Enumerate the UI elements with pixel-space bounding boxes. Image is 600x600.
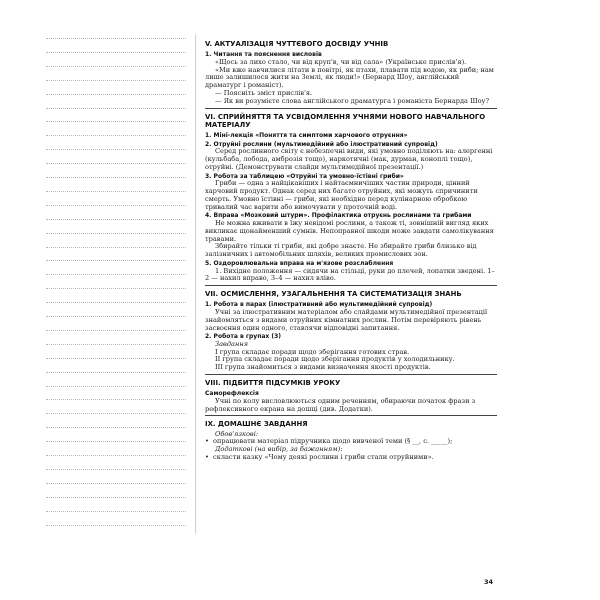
note-line bbox=[46, 525, 186, 526]
subheading: 1. Міні-лекція «Поняття та симптоми харчового отруєння» bbox=[205, 131, 408, 139]
note-line bbox=[46, 121, 186, 122]
note-line bbox=[46, 511, 186, 512]
group-task: II група складає поради щодо зберігання продуктів у холодильнику. bbox=[215, 355, 455, 364]
note-line bbox=[46, 441, 186, 442]
note-line bbox=[46, 191, 186, 192]
mandatory-label: Обов'язкові: bbox=[215, 429, 259, 438]
paragraph: Серед рослинного світу є небезпечні види, які умовно поділяють на: алергенні (кульбаба, лобода, амброзія тощо), наркотичні (мак, дурман, коноплі тощо), отруйні. (Демонструвати слайди мультимедійної презентації.) bbox=[205, 147, 493, 171]
note-line bbox=[46, 413, 186, 414]
paragraph: Учні за ілюстративним матеріалом або слайдами мультимедійної презентації знайомляться з видами отруйних кімнатних рослин. Потім перевіряють рівень засвоєння один одного, ставлячи відповідні запитання. bbox=[205, 307, 488, 332]
subheading: 5. Оздоровлювальна вправа на м'язове розслаблення bbox=[205, 259, 394, 267]
column-divider bbox=[195, 34, 196, 534]
subheading: Саморефлексія bbox=[205, 390, 259, 398]
note-line bbox=[46, 149, 186, 150]
section-heading: V. АКТУАЛІЗАЦІЯ ЧУТТЄВОГО ДОСВІДУ УЧНІВ bbox=[205, 40, 389, 48]
divider bbox=[205, 285, 497, 286]
note-line bbox=[46, 135, 186, 136]
note-line bbox=[46, 274, 186, 275]
note-line bbox=[46, 205, 186, 206]
page-number: 34 bbox=[484, 578, 494, 586]
note-line bbox=[46, 247, 186, 248]
note-line bbox=[46, 163, 186, 164]
paragraph: Не можна вживати в їжу невідомі рослини, а також ті, зовнішній вигляд яких викликає щонайменший сумнів. Непоправної шкоди може завдати самолікування травами. bbox=[205, 218, 494, 243]
note-line bbox=[46, 38, 186, 39]
note-line bbox=[46, 108, 186, 109]
subheading: 2. Робота в групах (3) bbox=[205, 333, 282, 341]
note-line bbox=[46, 66, 186, 67]
subheading: 3. Робота за таблицею «Отруйні та умовно-їстівні гриби» bbox=[205, 172, 404, 180]
note-line bbox=[46, 288, 186, 289]
note-line bbox=[46, 219, 186, 220]
group-task: I група складає поради щодо зберігання готових страв. bbox=[215, 347, 410, 356]
divider bbox=[205, 374, 497, 375]
tasks-label: Завдання bbox=[215, 339, 249, 348]
note-line bbox=[46, 302, 186, 303]
homework-item: • скласти казку «Чому деякі рослини і гриби стали отруйними». bbox=[205, 454, 497, 462]
subheading: 4. Вправа «Мозковий штурм». Профілактика отруєнь рослинами та грибами bbox=[205, 212, 472, 220]
question: — Як ви розумієте слова англійського драматурга і романіста Бернарда Шоу? bbox=[215, 96, 489, 105]
note-line bbox=[46, 372, 186, 373]
note-line bbox=[46, 497, 186, 498]
note-line bbox=[46, 344, 186, 345]
optional-label: Додаткові (на вибір, за бажанням): bbox=[215, 445, 343, 454]
notes-column bbox=[46, 38, 186, 533]
note-line bbox=[46, 455, 186, 456]
section-heading: IX. ДОМАШНЄ ЗАВДАННЯ bbox=[205, 420, 308, 429]
homework-item: • опрацювати матеріал підручника щодо вивченої теми (§ __, с. _____); bbox=[205, 438, 497, 446]
paragraph: 1. Вихідне положення — сидячи на стільці, руки до плечей, лопатки зведені. 1–2 — нахил вправо, 3–4 — нахил вліво. bbox=[205, 266, 495, 283]
lesson-content bbox=[205, 38, 497, 462]
note-line bbox=[46, 427, 186, 428]
note-line bbox=[46, 386, 186, 387]
note-line bbox=[46, 80, 186, 81]
question: — Поясніть зміст прислів'я. bbox=[215, 88, 313, 97]
divider bbox=[205, 415, 497, 416]
note-line bbox=[46, 330, 186, 331]
note-line bbox=[46, 177, 186, 178]
subheading: 1. Читання та пояснення висловів bbox=[205, 51, 322, 59]
note-line bbox=[46, 469, 186, 470]
section-heading: VI. СПРИЙНЯТТЯ ТА УСВІДОМЛЕННЯ УЧНЯМИ НОВОГО НАВЧАЛЬНОГО МАТЕРІАЛУ bbox=[205, 112, 486, 129]
note-line bbox=[46, 358, 186, 359]
note-line bbox=[46, 94, 186, 95]
section-heading: VII. ОСМИСЛЕННЯ, УЗАГАЛЬНЕННЯ ТА СИСТЕМАТИЗАЦІЯ ЗНАНЬ bbox=[205, 290, 462, 299]
divider bbox=[205, 108, 497, 109]
note-line bbox=[46, 316, 186, 317]
subheading: 1. Робота в парах (ілюстративний або мультимедійний супровід) bbox=[205, 301, 433, 309]
section-heading: VIII. ПІДБИТТЯ ПІДСУМКІВ УРОКУ bbox=[205, 379, 341, 388]
note-line bbox=[46, 483, 186, 484]
note-line bbox=[46, 233, 186, 234]
quote: «Ми вже навчилися літати в повітрі, як птахи, плавати під водою, як риби; нам лише залишилося жити на Землі, як люди!» (Бернард Шоу, англійський драматург і романіст). bbox=[205, 65, 494, 90]
paragraph: Учні по колу висловлюються одним реченням, обираючи початок фрази з рефлексивного екрана на дошці (див. Додатки). bbox=[205, 396, 476, 413]
quote: «Щось за лихо стало, чи від круп'в, чи від сала» (Українське прислів'я). bbox=[215, 57, 467, 66]
note-line bbox=[46, 52, 186, 53]
group-task: III група знайомиться з видами визначення якості продуктів. bbox=[215, 363, 431, 372]
subheading: 2. Отруйні рослини (мультимедійний або ілюстративний супровід) bbox=[205, 140, 438, 148]
note-line bbox=[46, 399, 186, 400]
note-line bbox=[46, 260, 186, 261]
paragraph: Збирайте тільки ті гриби, які добре знаєте. Не збирайте гриби близько від залізничних і автомобільних шляхів, великих промислових зон. bbox=[205, 242, 477, 259]
paragraph: Гриби — одна з найцікавіших і найтаємничіших частин природи, цінний харчовий продукт. Однак серед них багато отруйних, які можуть спричинити смерть. Умовно їстівні — гриби, які необхідно перед кулінарною обробкою тривалий час варити або вимочувати у проточній воді. bbox=[205, 179, 478, 211]
